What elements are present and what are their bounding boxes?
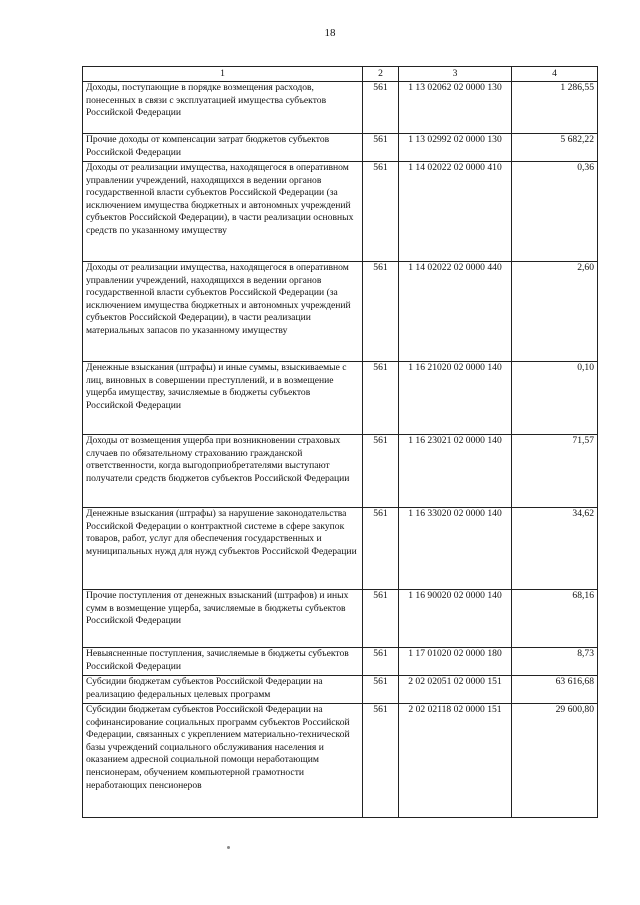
row-amount: 0,10 — [512, 362, 598, 435]
row-description: Денежные взыскания (штрафы) за нарушение законодательства Российской Федерации о контрактной системе в сфере закупок товаров, работ, услуг для обеспечения государственных и муниципальных нужд для нужд субъектов Российской Федерации — [83, 508, 363, 590]
row-admin-code: 561 — [363, 676, 399, 704]
table-row — [83, 362, 598, 435]
table-row — [83, 590, 598, 648]
row-budget-code: 1 16 33020 02 0000 140 — [399, 508, 512, 590]
header-col-2: 2 — [363, 67, 399, 82]
row-budget-code: 1 13 02062 02 0000 130 — [399, 82, 512, 134]
row-budget-code: 1 16 21020 02 0000 140 — [399, 362, 512, 435]
table-row — [83, 508, 598, 590]
row-description: Доходы, поступающие в порядке возмещения расходов, понесенных в связи с эксплуатацией имущества субъектов Российской Федерации — [83, 82, 363, 134]
header-col-3: 3 — [399, 67, 512, 82]
row-budget-code: 1 17 01020 02 0000 180 — [399, 648, 512, 676]
table-row — [83, 134, 598, 162]
table-row — [83, 676, 598, 704]
row-description: Субсидии бюджетам субъектов Российской Федерации на реализацию федеральных целевых программ — [83, 676, 363, 704]
table-body — [83, 82, 598, 818]
budget-revenue-table — [82, 66, 598, 818]
row-admin-code: 561 — [363, 262, 399, 362]
row-amount: 2,60 — [512, 262, 598, 362]
header-col-4: 4 — [512, 67, 598, 82]
row-amount: 0,36 — [512, 162, 598, 262]
table-header — [83, 67, 598, 82]
header-col-1: 1 — [83, 67, 363, 82]
row-amount: 29 600,80 — [512, 704, 598, 818]
header-row — [83, 67, 598, 82]
scan-speck — [227, 846, 230, 849]
row-budget-code: 1 13 02992 02 0000 130 — [399, 134, 512, 162]
row-admin-code: 561 — [363, 82, 399, 134]
row-budget-code: 1 16 23021 02 0000 140 — [399, 435, 512, 508]
row-admin-code: 561 — [363, 435, 399, 508]
row-description: Доходы от реализации имущества, находящегося в оперативном управлении учреждений, находящихся в ведении органов государственной власти субъектов Российской Федерации (за исключением имущества бюджетных и автономных учреждений субъектов Российской Федерации), в части реализации материальных запасов по указанному имуществу — [83, 262, 363, 362]
row-amount: 63 616,68 — [512, 676, 598, 704]
table-row — [83, 162, 598, 262]
row-amount: 71,57 — [512, 435, 598, 508]
row-amount: 34,62 — [512, 508, 598, 590]
row-description: Прочие поступления от денежных взысканий (штрафов) и иных сумм в возмещение ущерба, зачисляемые в бюджеты субъектов Российской Федерации — [83, 590, 363, 648]
row-budget-code: 2 02 02118 02 0000 151 — [399, 704, 512, 818]
row-description: Доходы от реализации имущества, находящегося в оперативном управлении учреждений, находящихся в ведении органов государственной власти субъектов Российской Федерации (за исключением имущества бюджетных и автономных учреждений субъектов Российской Федерации), в части реализации основных средств по указанному имуществу — [83, 162, 363, 262]
row-admin-code: 561 — [363, 508, 399, 590]
row-budget-code: 1 14 02022 02 0000 440 — [399, 262, 512, 362]
row-description: Невыясненные поступления, зачисляемые в бюджеты субъектов Российской Федерации — [83, 648, 363, 676]
row-amount: 1 286,55 — [512, 82, 598, 134]
row-description: Доходы от возмещения ущерба при возникновении страховых случаев по обязательному страхованию гражданской ответственности, когда выгодоприобретателями выступают получатели средств бюджетов субъектов Российской Федерации — [83, 435, 363, 508]
row-description: Субсидии бюджетам субъектов Российской Федерации на софинансирование социальных программ субъектов Российской Федерации, связанных с укреплением материально-технической базы учреждений социального обслуживания населения и оказанием адресной социальной помощи неработающим пенсионерам, обучением компьютерной грамотности неработающих пенсионеров — [83, 704, 363, 818]
row-amount: 8,73 — [512, 648, 598, 676]
row-budget-code: 1 14 02022 02 0000 410 — [399, 162, 512, 262]
row-description: Денежные взыскания (штрафы) и иные суммы, взыскиваемые с лиц, виновных в совершении преступлений, и в возмещение ущерба имуществу, зачисляемые в бюджеты субъектов Российской Федерации — [83, 362, 363, 435]
table-row — [83, 262, 598, 362]
row-admin-code: 561 — [363, 362, 399, 435]
row-admin-code: 561 — [363, 134, 399, 162]
table-row — [83, 704, 598, 818]
row-budget-code: 2 02 02051 02 0000 151 — [399, 676, 512, 704]
row-description: Прочие доходы от компенсации затрат бюджетов субъектов Российской Федерации — [83, 134, 363, 162]
page-number: 18 — [324, 27, 336, 39]
row-admin-code: 561 — [363, 162, 399, 262]
table-row — [83, 435, 598, 508]
table-row — [83, 82, 598, 134]
row-admin-code: 561 — [363, 648, 399, 676]
row-amount: 68,16 — [512, 590, 598, 648]
table-row — [83, 648, 598, 676]
row-admin-code: 561 — [363, 590, 399, 648]
row-budget-code: 1 16 90020 02 0000 140 — [399, 590, 512, 648]
row-admin-code: 561 — [363, 704, 399, 818]
row-amount: 5 682,22 — [512, 134, 598, 162]
